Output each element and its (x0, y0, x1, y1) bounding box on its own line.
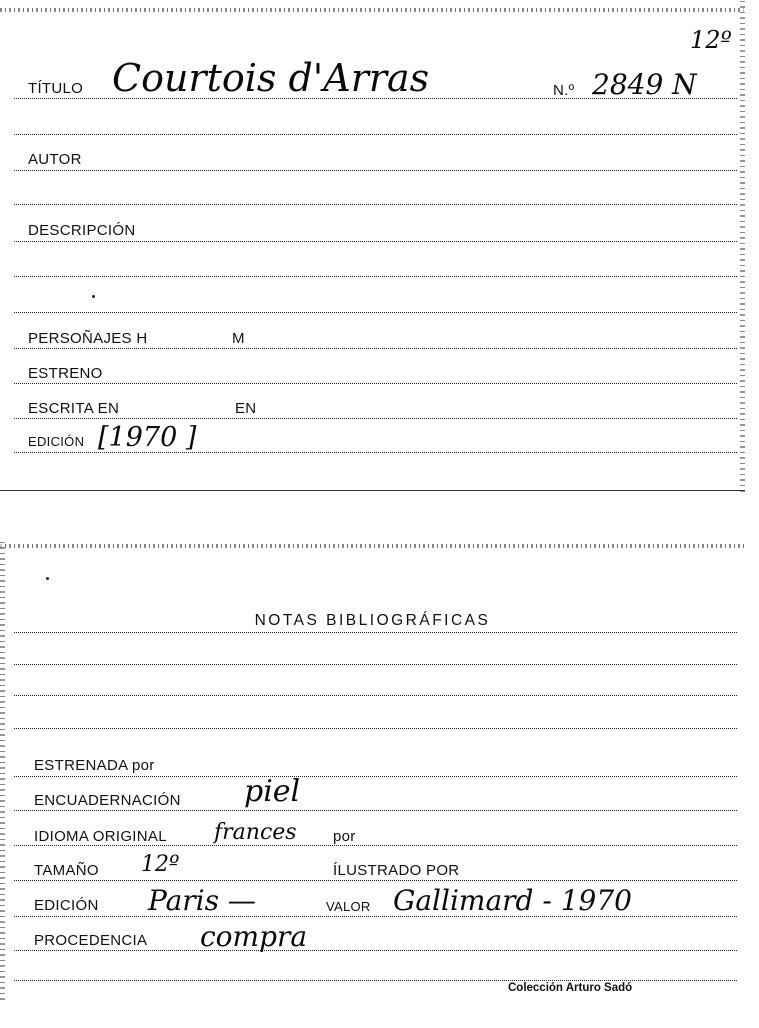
tamano-value: 12º (141, 852, 180, 877)
estrenada-label: ESTRENADA por (34, 757, 155, 774)
edicion-value: [1970 ] (98, 422, 197, 453)
line-tamano (14, 880, 737, 881)
catalog-card-top (0, 0, 745, 492)
ink-speck-2 (46, 577, 49, 580)
personajes-m-label: M (232, 330, 245, 347)
line-blank-2 (14, 204, 737, 205)
personajes-label: PERSOÑAJES H (28, 330, 148, 347)
line-blank-3 (14, 276, 737, 277)
notas-heading: NOTAS BIBLIOGRÁFICAS (254, 612, 491, 629)
idioma-por-label: por (333, 828, 356, 845)
catalog-card-bottom (0, 540, 745, 1000)
autor-label: AUTOR (28, 151, 82, 168)
escrita-en-label: EN (235, 400, 257, 417)
idioma-label: IDIOMA ORIGINAL (34, 828, 167, 845)
estreno-label: ESTRENO (28, 365, 103, 382)
titulo-label: TÍTULO (28, 80, 84, 97)
procedencia-label: PROCEDENCIA (34, 932, 148, 949)
numero-label: N.º (553, 82, 575, 99)
encuadernacion-value: piel (244, 774, 301, 809)
ink-speck (92, 295, 95, 298)
line-bottom (14, 980, 737, 981)
tamano-label: TAMAÑO (34, 862, 99, 879)
edicion2-value: Paris — (148, 884, 256, 917)
encuadernacion-label: ENCUADERNACIÓN (34, 792, 181, 809)
descripcion-label: DESCRIPCIÓN (28, 222, 136, 239)
numero-value: 2849 N (592, 68, 697, 101)
card-right-edge (740, 0, 745, 492)
line-blank-5 (14, 664, 737, 665)
line-idioma (14, 845, 737, 846)
card-bottom-edge (0, 490, 745, 491)
collection-footer: Colección Arturo Sadó (508, 982, 633, 994)
edicion2-label: EDICIÓN (34, 897, 99, 914)
card-top-edge (0, 8, 745, 12)
line-estreno (14, 383, 737, 384)
line-encuadernacion (14, 810, 737, 811)
line-edicion2 (14, 916, 737, 917)
card-top-edge-2 (0, 544, 745, 548)
line-personajes (14, 348, 737, 349)
line-descripcion (14, 241, 737, 242)
titulo-value: Courtois d'Arras (112, 56, 430, 100)
line-titulo (14, 98, 737, 99)
line-estrenada (14, 776, 737, 777)
line-procedencia (14, 950, 737, 951)
procedencia-value: compra (200, 920, 308, 953)
corner-note: 12º (690, 26, 732, 54)
card-left-edge (0, 540, 5, 1000)
valor-label: VALOR (326, 899, 371, 914)
edicion-label: EDICIÓN (28, 434, 85, 449)
line-edicion (14, 452, 737, 453)
line-blank-1 (14, 134, 737, 135)
ilustrado-label: ÍLUSTRADO POR (333, 862, 460, 879)
line-autor (14, 170, 737, 171)
escrita-label: ESCRITA EN (28, 400, 120, 417)
line-blank-4 (14, 312, 737, 313)
valor-value: Gallimard - 1970 (393, 884, 632, 917)
line-heading (14, 632, 737, 633)
idioma-value: frances (214, 820, 297, 845)
line-blank-6 (14, 695, 737, 696)
line-escrita (14, 418, 737, 419)
line-blank-7 (14, 728, 737, 729)
